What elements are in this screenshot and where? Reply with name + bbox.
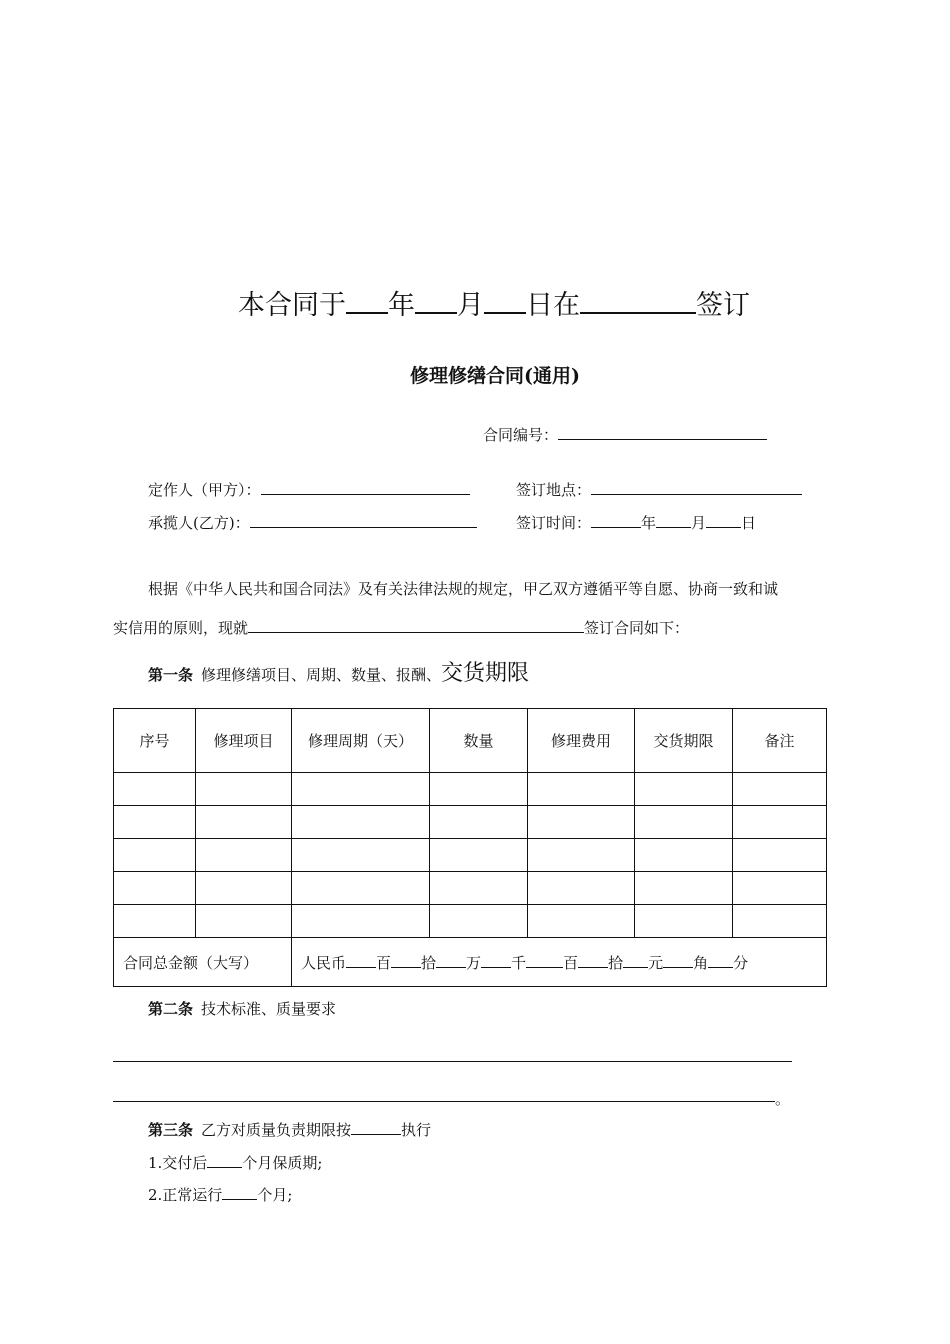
table-cell[interactable] bbox=[196, 872, 292, 905]
table-cell[interactable] bbox=[114, 872, 196, 905]
unit-label: 拾 bbox=[421, 953, 437, 972]
table-cell[interactable] bbox=[196, 839, 292, 872]
table-row bbox=[114, 905, 827, 938]
quality-requirement-line-1[interactable] bbox=[113, 1061, 792, 1062]
table-row bbox=[114, 773, 827, 806]
party-b-field[interactable] bbox=[250, 512, 477, 528]
table-cell[interactable] bbox=[528, 905, 635, 938]
unit-label: 百 bbox=[376, 953, 392, 972]
signing-prefix: 本合同于 bbox=[238, 290, 346, 321]
currency-label: 人民币 bbox=[301, 953, 347, 972]
article-2-label: 第二条 bbox=[148, 1000, 194, 1018]
sign-place-row bbox=[516, 479, 802, 500]
col-header-delivery: 交货期限 bbox=[635, 709, 733, 773]
month-blank[interactable] bbox=[415, 285, 457, 314]
total-amount-field[interactable] bbox=[292, 938, 827, 987]
table-cell[interactable] bbox=[292, 773, 430, 806]
table-cell[interactable] bbox=[733, 806, 827, 839]
item-1-prefix: 1.交付后 bbox=[148, 1154, 208, 1172]
item-2-prefix: 2.正常运行 bbox=[148, 1186, 223, 1204]
sign-time-month: 月 bbox=[691, 514, 707, 532]
article-3-item-2 bbox=[148, 1184, 292, 1205]
article-3-heading bbox=[148, 1119, 431, 1140]
table-cell[interactable] bbox=[292, 839, 430, 872]
total-amount-label: 合同总金额（大写） bbox=[114, 938, 292, 987]
item-1-suffix: 个月保质期; bbox=[242, 1154, 323, 1172]
table-cell[interactable] bbox=[114, 839, 196, 872]
sign-time-label: 签订时间： bbox=[516, 514, 592, 532]
col-header-serial: 序号 bbox=[114, 709, 196, 773]
unit-label: 拾 bbox=[608, 953, 624, 972]
amount-blank[interactable] bbox=[526, 952, 563, 968]
operation-months-field[interactable] bbox=[222, 1184, 257, 1200]
table-cell[interactable] bbox=[635, 839, 733, 872]
signing-day: 日在 bbox=[526, 290, 580, 321]
table-row bbox=[114, 872, 827, 905]
amount-blank[interactable] bbox=[346, 952, 376, 968]
item-2-suffix: 个月; bbox=[257, 1186, 293, 1204]
article-3-item-1 bbox=[148, 1152, 322, 1173]
table-cell[interactable] bbox=[292, 872, 430, 905]
contract-number-field[interactable] bbox=[558, 424, 767, 440]
table-cell[interactable] bbox=[114, 773, 196, 806]
unit-label: 角 bbox=[693, 953, 709, 972]
signing-date-line bbox=[238, 283, 750, 322]
table-cell[interactable] bbox=[635, 905, 733, 938]
table-cell[interactable] bbox=[196, 773, 292, 806]
party-a-label: 定作人（甲方）： bbox=[148, 481, 261, 499]
unit-label: 百 bbox=[563, 953, 579, 972]
article-1-heading bbox=[148, 656, 529, 687]
table-cell[interactable] bbox=[733, 872, 827, 905]
table-cell[interactable] bbox=[528, 839, 635, 872]
subject-field[interactable] bbox=[248, 617, 584, 633]
signing-suffix: 签订 bbox=[696, 290, 750, 321]
warranty-months-field[interactable] bbox=[207, 1152, 242, 1168]
table-cell[interactable] bbox=[430, 773, 528, 806]
table-cell[interactable] bbox=[528, 806, 635, 839]
article-1-text-big: 交货期限 bbox=[441, 661, 530, 686]
total-amount-row bbox=[114, 938, 827, 987]
unit-label: 元 bbox=[648, 953, 664, 972]
table-cell[interactable] bbox=[292, 905, 430, 938]
sign-place-field[interactable] bbox=[591, 479, 802, 495]
table-cell[interactable] bbox=[292, 806, 430, 839]
day-blank[interactable] bbox=[484, 285, 526, 314]
table-cell[interactable] bbox=[430, 872, 528, 905]
table-cell[interactable] bbox=[196, 905, 292, 938]
sign-time-month-field[interactable] bbox=[656, 512, 691, 528]
table-cell[interactable] bbox=[635, 806, 733, 839]
table-cell[interactable] bbox=[430, 839, 528, 872]
table-cell[interactable] bbox=[733, 839, 827, 872]
col-header-remarks: 备注 bbox=[733, 709, 827, 773]
amount-blank[interactable] bbox=[481, 952, 511, 968]
article-1-label: 第一条 bbox=[148, 666, 194, 684]
article-2-end-mark: 。 bbox=[775, 1090, 791, 1108]
unit-label: 分 bbox=[733, 953, 749, 972]
article-3-text-prefix: 乙方对质量负责期限按 bbox=[201, 1121, 352, 1139]
table-row bbox=[114, 806, 827, 839]
table-header-row bbox=[114, 709, 827, 773]
sign-time-row bbox=[516, 512, 756, 533]
intro-line-2-suffix: 签订合同如下： bbox=[584, 619, 690, 637]
party-a-row bbox=[148, 479, 470, 500]
signing-month: 月 bbox=[457, 290, 484, 321]
table-cell[interactable] bbox=[196, 806, 292, 839]
table-cell[interactable] bbox=[635, 872, 733, 905]
amount-blank[interactable] bbox=[663, 952, 693, 968]
col-header-quantity: 数量 bbox=[430, 709, 528, 773]
intro-line-2-prefix: 实信用的原则，现就 bbox=[113, 619, 249, 637]
table-cell[interactable] bbox=[114, 905, 196, 938]
article-2-text: 技术标准、质量要求 bbox=[201, 1000, 337, 1018]
amount-blank[interactable] bbox=[436, 952, 466, 968]
sign-place-label: 签订地点： bbox=[516, 481, 592, 499]
signing-year: 年 bbox=[388, 290, 415, 321]
warranty-basis-field[interactable] bbox=[351, 1119, 401, 1135]
col-header-fee: 修理费用 bbox=[528, 709, 635, 773]
amount-blank[interactable] bbox=[623, 952, 648, 968]
year-blank[interactable] bbox=[346, 285, 388, 314]
sign-time-year-field[interactable] bbox=[591, 512, 641, 528]
table-cell[interactable] bbox=[528, 872, 635, 905]
table-cell[interactable] bbox=[114, 806, 196, 839]
table-row bbox=[114, 839, 827, 872]
intro-line-1: 根据《中华人民共和国合同法》及有关法律法规的规定，甲乙双方遵循平等自愿、协商一致和诚 bbox=[148, 580, 779, 598]
contract-number-row bbox=[483, 424, 767, 445]
article-1-text: 修理修缮项目、周期、数量、报酬、 bbox=[201, 666, 442, 684]
article-2-heading bbox=[148, 998, 336, 1019]
quality-requirement-line-2[interactable] bbox=[113, 1101, 775, 1102]
repair-items-table bbox=[113, 708, 827, 987]
table-cell[interactable] bbox=[430, 905, 528, 938]
sign-time-year: 年 bbox=[641, 514, 657, 532]
amount-blank[interactable] bbox=[578, 952, 608, 968]
contract-number-label: 合同编号： bbox=[483, 426, 559, 444]
table-cell[interactable] bbox=[635, 773, 733, 806]
amount-blank[interactable] bbox=[708, 952, 733, 968]
place-blank[interactable] bbox=[580, 285, 696, 314]
sign-time-day: 日 bbox=[741, 514, 757, 532]
intro-line-2 bbox=[113, 617, 689, 638]
table-cell[interactable] bbox=[733, 773, 827, 806]
page-title: 修理修缮合同(通用) bbox=[410, 365, 580, 387]
table-cell[interactable] bbox=[528, 773, 635, 806]
article-3-label: 第三条 bbox=[148, 1121, 194, 1139]
col-header-period: 修理周期（天） bbox=[292, 709, 430, 773]
sign-time-day-field[interactable] bbox=[706, 512, 741, 528]
party-b-row bbox=[148, 512, 477, 533]
unit-label: 千 bbox=[511, 953, 527, 972]
article-3-text-suffix: 执行 bbox=[401, 1121, 432, 1139]
table-cell[interactable] bbox=[733, 905, 827, 938]
col-header-item: 修理项目 bbox=[196, 709, 292, 773]
table-cell[interactable] bbox=[430, 806, 528, 839]
amount-blank[interactable] bbox=[391, 952, 421, 968]
party-a-field[interactable] bbox=[261, 479, 470, 495]
unit-label: 万 bbox=[466, 953, 482, 972]
party-b-label: 承揽人(乙方)： bbox=[148, 514, 250, 532]
